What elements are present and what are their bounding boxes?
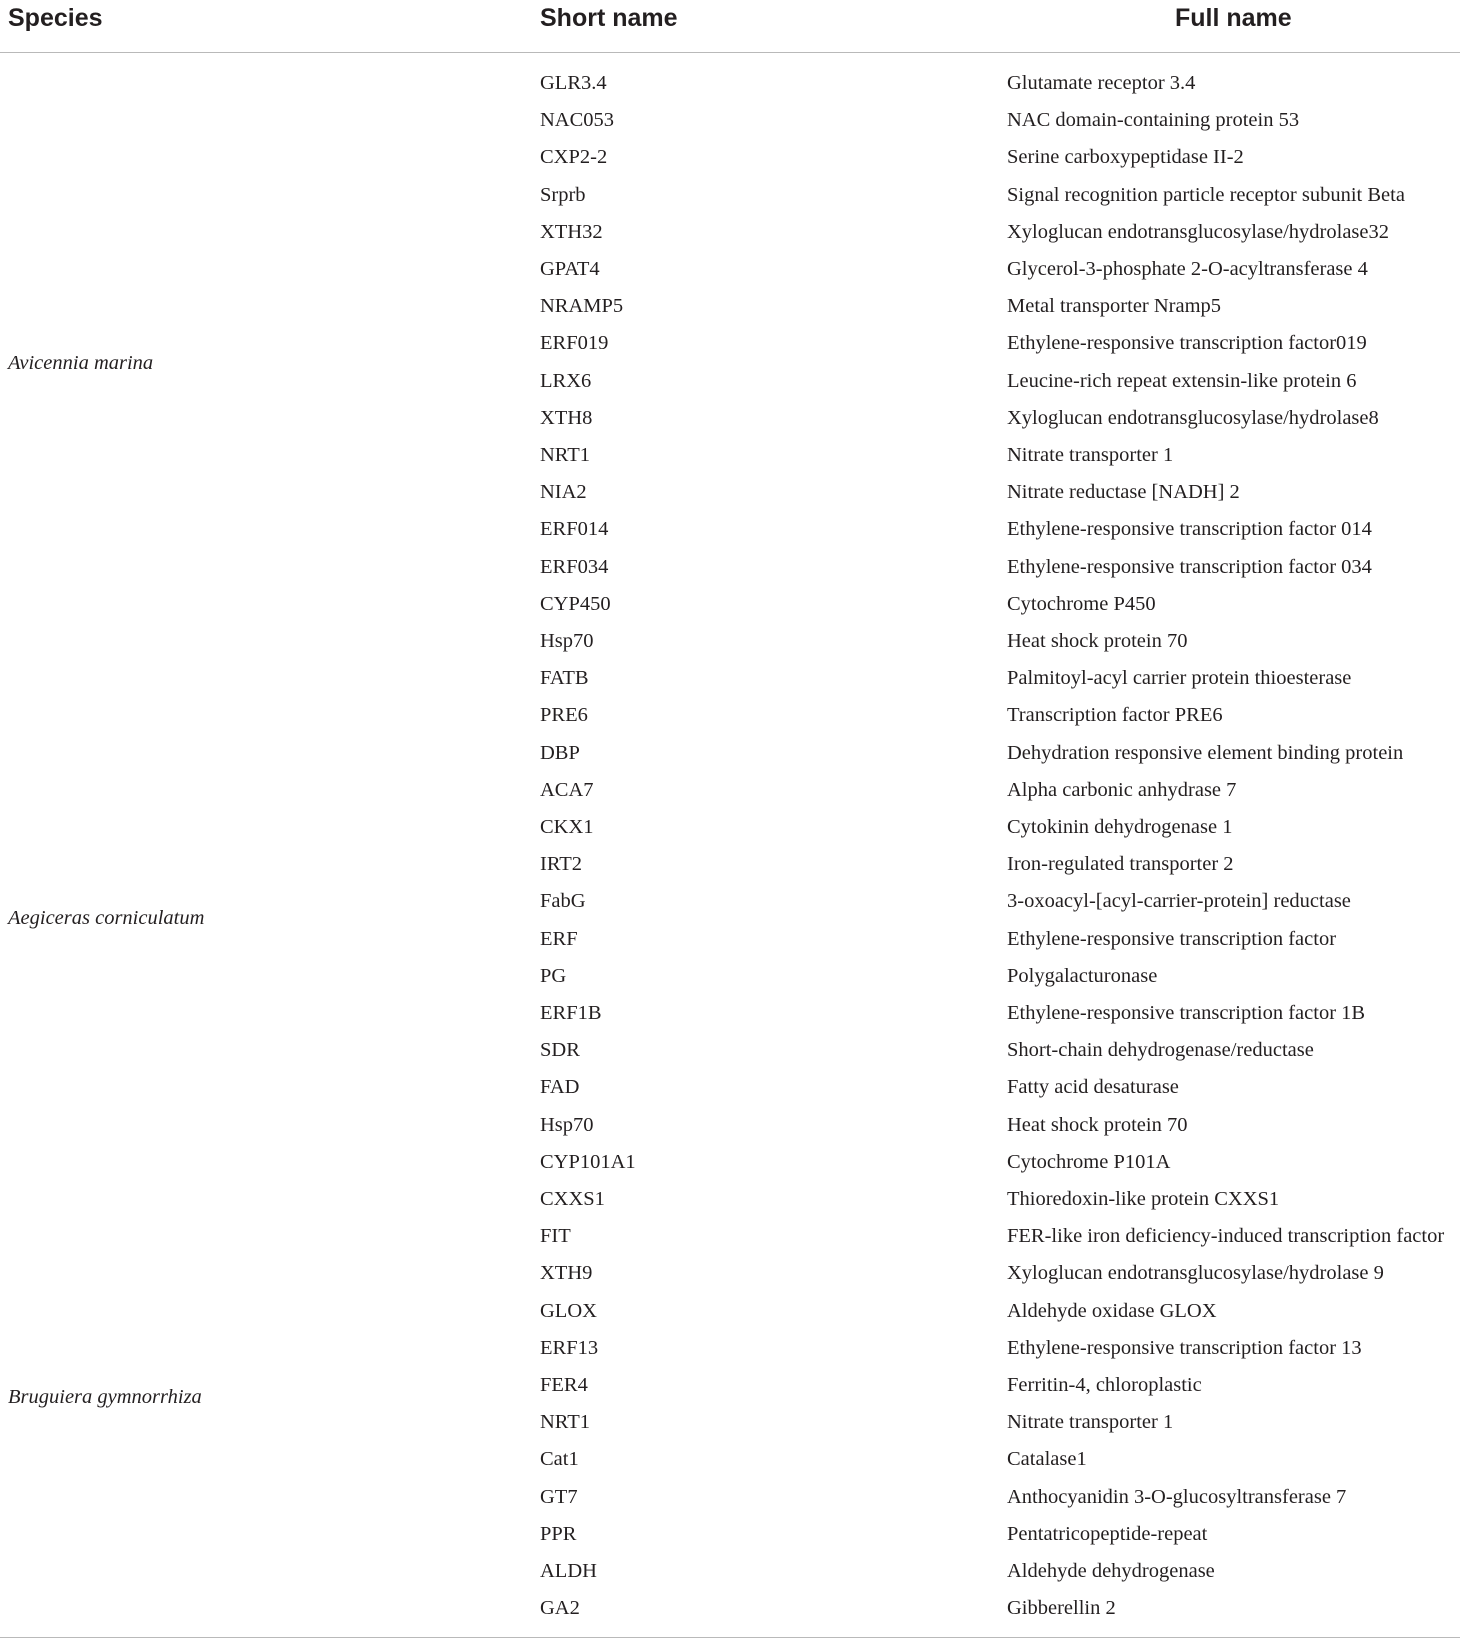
short-name-cell: Srprb	[540, 183, 586, 206]
short-name-cell: CYP101A1	[540, 1150, 636, 1173]
short-name-cell: Hsp70	[540, 1113, 594, 1136]
full-name-cell: Aldehyde dehydrogenase	[1007, 1560, 1215, 1582]
short-name-cell: DBP	[540, 741, 580, 764]
table-row	[0, 1107, 1460, 1144]
full-name-cell: Aldehyde oxidase GLOX	[1007, 1299, 1217, 1322]
species-label: Bruguiera gymnorrhiza	[8, 1386, 202, 1408]
short-name-cell: GPAT4	[540, 258, 600, 280]
short-name-cell: NRT1	[540, 444, 591, 466]
full-name-cell: Nitrate reductase [NADH] 2	[1007, 481, 1240, 504]
table-row	[0, 623, 1460, 660]
full-name-cell: Pentatricopeptide-repeat	[1007, 1522, 1208, 1545]
full-name-cell: Gibberellin 2	[1007, 1597, 1116, 1620]
table-row	[0, 1553, 1460, 1590]
short-name-cell: FIT	[540, 1225, 571, 1248]
full-name-cell: Leucine-rich repeat extensin-like protein 6	[1007, 369, 1357, 392]
short-name-cell: XTH9	[540, 1262, 593, 1285]
header-short-name: Short name	[540, 4, 678, 32]
table-bottom-rule	[0, 1637, 1460, 1638]
short-name-cell: GLOX	[540, 1299, 597, 1322]
species-label: Aegiceras corniculatum	[8, 907, 205, 929]
short-name-cell: GA2	[540, 1597, 580, 1620]
table-row	[0, 883, 1460, 920]
full-name-cell: Polygalacturonase	[1007, 964, 1158, 987]
full-name-cell: Serine carboxypeptidase II-2	[1007, 146, 1244, 169]
table-row	[0, 288, 1460, 325]
table-row	[0, 921, 1460, 958]
short-name-cell: IRT2	[540, 853, 583, 876]
short-name-cell: ERF1B	[540, 1002, 602, 1024]
short-name-cell: CKX1	[540, 816, 594, 838]
table-row	[0, 251, 1460, 288]
short-name-cell: Hsp70	[540, 630, 594, 652]
full-name-cell: Dehydration responsive element binding protein	[1007, 741, 1404, 764]
full-name-cell: Iron-regulated transporter 2	[1007, 853, 1234, 876]
short-name-cell: NIA2	[540, 481, 587, 504]
short-name-cell: NAC053	[540, 109, 615, 132]
full-name-cell: Palmitoyl-acyl carrier protein thioesterase	[1007, 667, 1352, 690]
full-name-cell: Heat shock protein 70	[1007, 1113, 1188, 1136]
full-name-cell: Xyloglucan endotransglucosylase/hydrolase 9	[1007, 1262, 1384, 1285]
short-name-cell: FER4	[540, 1374, 588, 1396]
short-name-cell: Cat1	[540, 1448, 579, 1471]
table-row	[0, 437, 1460, 474]
header-divider	[0, 52, 1460, 53]
full-name-cell: Ethylene-responsive transcription factor 13	[1007, 1336, 1362, 1359]
table-row	[0, 1404, 1460, 1441]
table-row	[0, 958, 1460, 995]
header-species: Species	[8, 4, 103, 32]
table-row	[0, 1516, 1460, 1553]
full-name-cell: 3-oxoacyl-[acyl-carrier-protein] reductase	[1007, 890, 1351, 913]
full-name-cell: Glycerol-3-phosphate 2-O-acyltransferase 4	[1007, 258, 1368, 280]
table-row	[0, 772, 1460, 809]
table-row	[0, 1181, 1460, 1218]
table-row	[0, 325, 1460, 362]
table-header	[0, 0, 1460, 53]
table-row	[0, 1032, 1460, 1069]
full-name-cell: Metal transporter Nramp5	[1007, 295, 1222, 318]
short-name-cell: GLR3.4	[540, 72, 607, 94]
full-name-cell: Xyloglucan endotransglucosylase/hydrolase8	[1007, 406, 1379, 429]
full-name-cell: Nitrate transporter 1	[1007, 444, 1174, 466]
short-name-cell: ERF13	[540, 1336, 599, 1359]
table-row	[0, 1144, 1460, 1181]
short-name-cell: FATB	[540, 667, 589, 690]
full-name-cell: Heat shock protein 70	[1007, 630, 1188, 652]
full-name-cell: Ethylene-responsive transcription factor019	[1007, 332, 1367, 355]
table-row	[0, 1330, 1460, 1367]
short-name-cell: GT7	[540, 1485, 578, 1508]
species-label: Avicennia marina	[8, 352, 154, 374]
full-name-cell: Fatty acid desaturase	[1007, 1076, 1179, 1099]
full-name-cell: Cytochrome P450	[1007, 592, 1156, 615]
short-name-cell: CXXS1	[540, 1188, 605, 1210]
table-row	[0, 1069, 1460, 1106]
table-row	[0, 846, 1460, 883]
full-name-cell: Alpha carbonic anhydrase 7	[1007, 778, 1237, 801]
full-name-cell: Catalase1	[1007, 1448, 1087, 1471]
table-row	[0, 809, 1460, 846]
short-name-cell: ERF019	[540, 332, 609, 355]
table-row	[0, 474, 1460, 511]
table-row	[0, 1367, 1460, 1404]
full-name-cell: Transcription factor PRE6	[1007, 704, 1223, 727]
table-row	[0, 1590, 1460, 1627]
table-row	[0, 660, 1460, 697]
short-name-cell: LRX6	[540, 369, 592, 392]
full-name-cell: Ethylene-responsive transcription factor 014	[1007, 518, 1372, 541]
full-name-cell: Nitrate transporter 1	[1007, 1411, 1174, 1434]
short-name-cell: PRE6	[540, 704, 588, 727]
full-name-cell: Xyloglucan endotransglucosylase/hydrolase32	[1007, 220, 1390, 243]
full-name-cell: Cytokinin dehydrogenase 1	[1007, 816, 1233, 838]
table-row	[0, 511, 1460, 548]
table-row	[0, 697, 1460, 734]
full-name-cell: Ethylene-responsive transcription factor	[1007, 927, 1337, 950]
table-row	[0, 1255, 1460, 1292]
table-row	[0, 1218, 1460, 1255]
short-name-cell: ALDH	[540, 1560, 597, 1582]
short-name-cell: PG	[540, 964, 567, 987]
full-name-cell: Ferritin-4, chloroplastic	[1007, 1374, 1202, 1396]
table-row	[0, 1479, 1460, 1516]
full-name-cell: Cytochrome P101A	[1007, 1150, 1171, 1173]
table-row	[0, 102, 1460, 139]
table-row	[0, 400, 1460, 437]
table-row	[0, 549, 1460, 586]
short-name-cell: SDR	[540, 1039, 580, 1062]
table-row	[0, 363, 1460, 400]
full-name-cell: Thioredoxin-like protein CXXS1	[1007, 1188, 1280, 1210]
full-name-cell: NAC domain-containing protein 53	[1007, 109, 1300, 132]
short-name-cell: ERF034	[540, 555, 609, 578]
table-row	[0, 1441, 1460, 1478]
header-full-name: Full name	[1175, 4, 1292, 32]
short-name-cell: XTH8	[540, 406, 593, 429]
table-row	[0, 214, 1460, 251]
short-name-cell: ERF	[540, 927, 578, 950]
short-name-cell: PPR	[540, 1522, 577, 1545]
full-name-cell: Ethylene-responsive transcription factor 034	[1007, 555, 1372, 578]
table-row	[0, 586, 1460, 623]
short-name-cell: ERF014	[540, 518, 609, 541]
full-name-cell: Signal recognition particle receptor subunit Beta	[1007, 183, 1405, 206]
full-name-cell: FER-like iron deficiency-induced transcription factor	[1007, 1225, 1445, 1248]
full-name-cell: Anthocyanidin 3-O-glucosyltransferase 7	[1007, 1485, 1347, 1508]
table-row	[0, 139, 1460, 176]
short-name-cell: FabG	[540, 890, 586, 913]
table-row	[0, 995, 1460, 1032]
short-name-cell: CXP2-2	[540, 146, 608, 169]
short-name-cell: CYP450	[540, 592, 611, 615]
full-name-cell: Ethylene-responsive transcription factor 1B	[1007, 1002, 1366, 1024]
short-name-cell: FAD	[540, 1076, 580, 1099]
table-row	[0, 65, 1460, 102]
short-name-cell: NRAMP5	[540, 295, 624, 318]
short-name-cell: ACA7	[540, 778, 594, 801]
table-row	[0, 1293, 1460, 1330]
short-name-cell: XTH32	[540, 220, 603, 243]
full-name-cell: Short-chain dehydrogenase/reductase	[1007, 1039, 1314, 1062]
table-row	[0, 735, 1460, 772]
full-name-cell: Glutamate receptor 3.4	[1007, 72, 1196, 94]
short-name-cell: NRT1	[540, 1411, 591, 1434]
table-row	[0, 177, 1460, 214]
